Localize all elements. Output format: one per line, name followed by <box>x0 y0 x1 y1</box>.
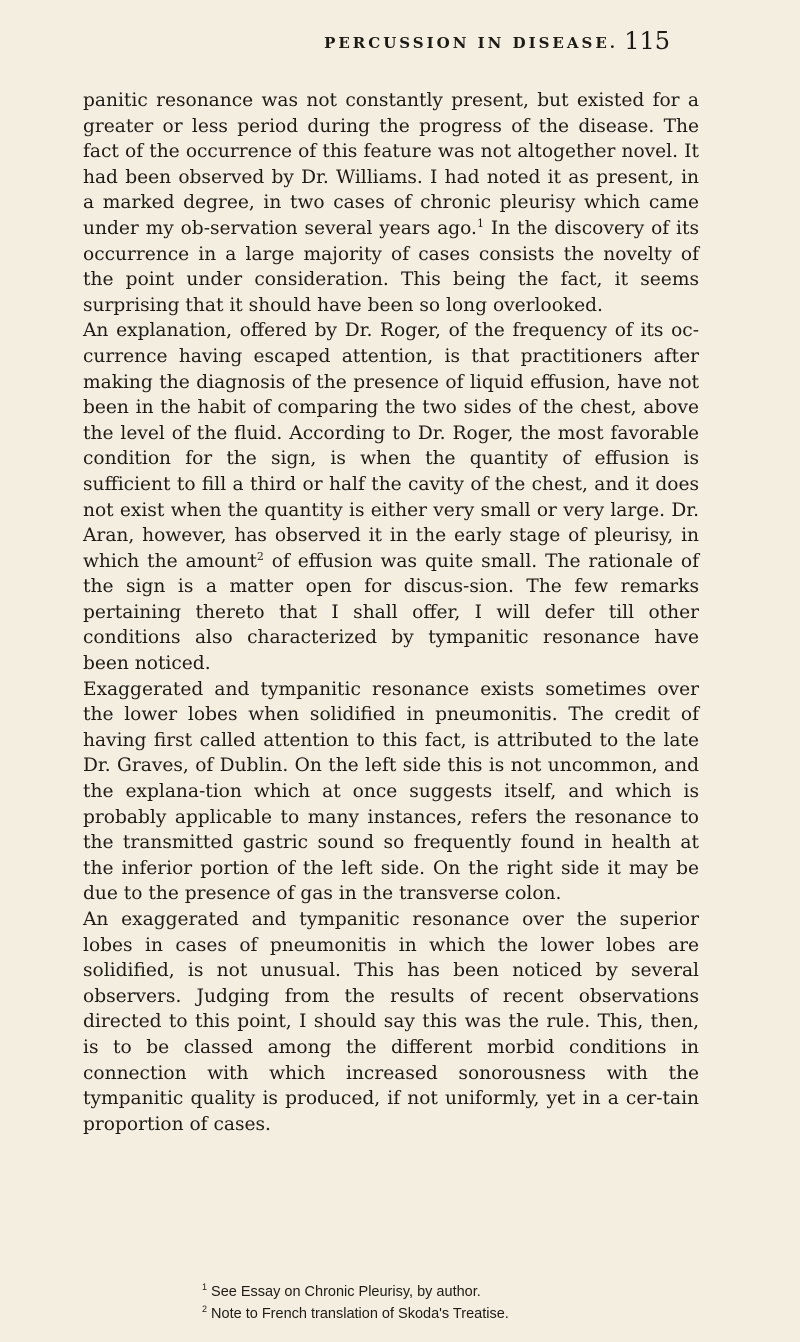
footnotes <box>202 1281 722 1325</box>
footnote-1: $^1$ See Essay on Chronic Pleurisy, by author. <box>202 1282 481 1300</box>
running-header <box>82 27 670 55</box>
footnote-marker-2: 2 <box>256 549 264 563</box>
footnote-2: $^2$ Note to French translation of Skoda's Treatise. <box>202 1304 509 1322</box>
paragraph-4: An exaggerated and tympanitic resonance over the superior lobes in cases of pneumonitis in which the lower lobes are solidified, is not unusual. This has been noticed by several observers. Judging from the results of recent observations directed to this point, I should say this was the rule. This, then, is to be classed among the different morbid conditions in connection with which increased sonorousness with the tympanitic quality is produced, if not uniformly, yet in a cer-tain proportion of cases. <box>83 909 699 1135</box>
paragraph-1: panitic resonance was not constantly present, but existed for a greater or less period during the progress of the disease. The fact of the occurrence of this feature was not altogether novel. It had been observed by Dr. Williams. I had noted it as present, in a marked degree, in two cases of chronic pleurisy which came under my ob-servation several years ago.$^1$ In the discovery of its occurrence in a large majority of cases consists the novelty of the point under consideration. This being the fact, it seems surprising that it should have been so long overlooked. <box>83 90 699 316</box>
page-number: 115 <box>624 27 670 55</box>
paragraph-2: An explanation, offered by Dr. Roger, of the frequency of its oc-currence having escaped attention, is that practitioners after making the diagnosis of the presence of liquid effusion, have not been in the habit of comparing the two sides of the chest, above the level of the fluid. According to Dr. Roger, the most favorable condition for the sign, is when the quantity of effusion is sufficient to fill a third or half the cavity of the chest, and it does not exist when the quantity is either very small or very large. Dr. Aran, however, has observed it in the early stage of pleurisy, in which the amount$^2$ of effusion was quite small. The rationale of the sign is a matter open for discus-sion. The few remarks pertaining thereto that I shall offer, I will defer till other conditions also characterized by tympanitic resonance have been noticed. <box>83 320 699 675</box>
paragraph-3: Exaggerated and tympanitic resonance exists sometimes over the lower lobes when solidified in pneumonitis. The credit of having first called attention to this fact, is attributed to the late Dr. Graves, of Dublin. On the left side this is not uncommon, and the explana-tion which at once suggests itself, and which is probably applicable to many instances, refers the resonance to the transmitted gastric sound so frequently found in health at the inferior portion of the left side. On the right side it may be due to the presence of gas in the transverse colon. <box>83 678 699 905</box>
running-title: PERCUSSION IN DISEASE. <box>324 34 618 52</box>
footnote-marker-1: 1 <box>476 216 484 230</box>
body-text <box>83 88 699 1137</box>
